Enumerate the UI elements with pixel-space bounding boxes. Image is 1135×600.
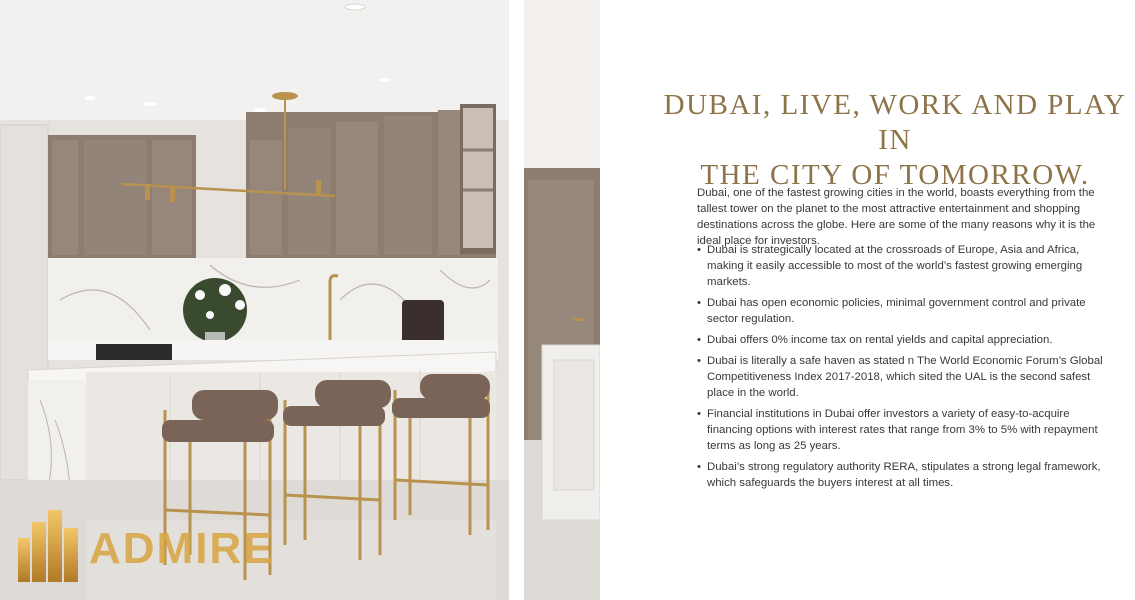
intro-paragraph: Dubai, one of the fastest growing cities in the world, boasts everything from the tallest tower on the planet to the most attractive entertainment and shopping destinations across the globe. Here are some of the many reasons why it is the ideal place for investors. <box>697 187 1096 248</box>
interior-illustration <box>524 0 600 600</box>
logo-wordmark: ADMIRE <box>89 524 275 573</box>
reasons-list <box>697 242 1107 496</box>
reason-item: • Financial institutions in Dubai offer investors a variety of easy-to-acquire financing options with interest rates that range from 3% to 5% with repayment terms as long as 25 years. <box>697 406 1107 454</box>
headline-line-1: DUBAI, LIVE, WORK AND PLAY IN <box>663 89 1127 156</box>
building-logo-icon <box>14 508 84 584</box>
headline-line-2: THE CITY OF TOMORROW. <box>700 159 1090 191</box>
reason-item: • Dubai is strategically located at the crossroads of Europe, Asia and Africa, making it easily accessible to most of the world’s fastest growing emerging markets. <box>697 242 1107 290</box>
text-column <box>640 0 1135 600</box>
interior-photo-strip <box>524 0 600 600</box>
reason-item: • Dubai has open economic policies, minimal government control and private sector regulation. <box>697 295 1107 327</box>
page-headline <box>660 88 1130 193</box>
admire-logo <box>14 508 294 584</box>
reason-item: • Dubai offers 0% income tax on rental yields and capital appreciation. <box>697 332 1107 348</box>
reason-item: • Dubai is literally a safe haven as stated n The World Economic Forum’s Global Competitiveness Index 2017-2018, which sited the UAL is the second safest place in the world. <box>697 353 1107 401</box>
reason-item: • Dubai’s strong regulatory authority RERA, stipulates a strong legal framework, which safeguards the buyers interest at all times. <box>697 459 1107 491</box>
kitchen-photo <box>0 0 509 600</box>
